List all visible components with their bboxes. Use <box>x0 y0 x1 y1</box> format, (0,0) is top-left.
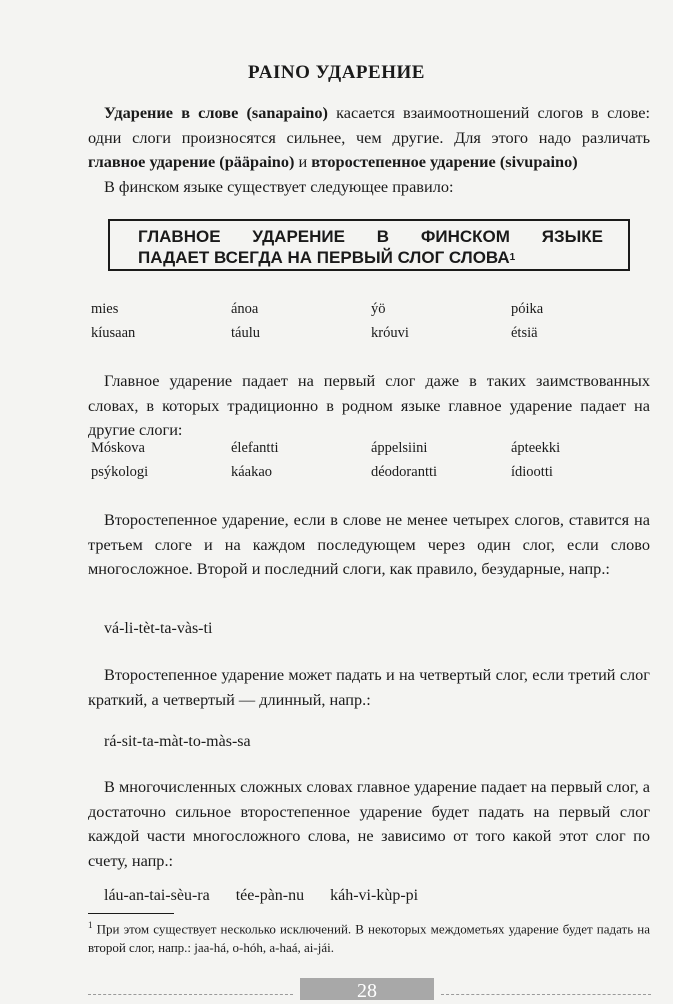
rule-word: ЯЗЫКЕ <box>541 227 603 246</box>
page-number: 28 <box>300 978 434 1000</box>
rule-word: ГЛАВНОЕ <box>138 227 221 246</box>
word-table-1 <box>91 301 651 349</box>
word-row <box>91 440 651 464</box>
compound-examples <box>104 887 440 905</box>
footnote-text: При этом существует несколько исключений. В некоторых междометьях ударение будет падать на второй слог, напр.: jaa-há, o-hóh, a-haá, ai-jái. <box>88 921 650 956</box>
term-word-stress: Ударение в слове (sanapaino) <box>104 103 328 122</box>
word-item: táulu <box>231 325 260 341</box>
compound-example: káh-vi-kùp-pi <box>330 887 419 904</box>
rule-line-2 <box>138 247 628 268</box>
intro-text: касается взаимоотношений слогов в слове: одни слоги произносятся сильнее, чем другие. Для этого надо различать <box>88 103 651 147</box>
paragraph-rule-intro: В финском языке существует следующее правило: <box>104 177 454 196</box>
word-item: króuvi <box>371 325 409 341</box>
paragraph-fourth-syllable: Второстепенное ударение может падать и на четвертый слог, если третий слог краткий, а четвертый — длинный, напр.: <box>88 665 650 709</box>
word-item: étsiä <box>511 325 538 341</box>
word-row <box>91 464 651 488</box>
rule-line-2-text: ПАДАЕТ ВСЕГДА НА ПЕРВЫЙ СЛОГ СЛОВА <box>138 248 510 267</box>
term-primary-stress: главное ударение (pääpaino) <box>88 152 295 171</box>
page-title: PAINO УДАРЕНИЕ <box>248 62 425 83</box>
word-item: áppelsiini <box>371 440 428 456</box>
word-item: élefantti <box>231 440 279 456</box>
word-item: ýö <box>371 301 386 317</box>
compound-example: láu-an-tai-sèu-ra <box>104 887 210 904</box>
word-item: Móskova <box>91 440 145 456</box>
intro-conj: и <box>294 152 312 171</box>
paragraph-secondary-stress: Второстепенное ударение, если в слове не менее четырех слогов, ставится на третьем слоге и на каждом последующем через один слог, если слово многосложное. Второй и последний слоги, как правило, безударные, напр.: <box>88 510 650 578</box>
word-table-2 <box>91 440 651 488</box>
rule-line-1 <box>138 226 603 247</box>
footnote-ref: 1 <box>509 252 516 263</box>
rule-box <box>108 219 630 271</box>
paragraph-compounds: В многочисленных сложных словах главное ударение падает на первый слог, а достаточно сильное второстепенное ударение будет падать на первый слог каждой части многосложного слова, не зависимо от того какой этот слог по счету, напр.: <box>88 777 650 870</box>
word-row <box>91 301 651 325</box>
word-item: déodorantti <box>371 464 438 480</box>
paragraph-intro <box>88 101 650 175</box>
rule-word: УДАРЕНИЕ <box>252 227 345 246</box>
word-item: ídiootti <box>511 464 553 480</box>
word-row <box>91 325 651 349</box>
word-item: póika <box>511 301 544 317</box>
compound-example: tée-pàn-nu <box>235 887 305 904</box>
footnote-separator <box>88 913 174 914</box>
footnote-mark: 1 <box>88 920 93 930</box>
word-item: kíusaan <box>91 325 136 341</box>
word-item: káakao <box>231 464 273 480</box>
word-item: ánoa <box>231 301 259 317</box>
word-item: mies <box>91 301 119 317</box>
paragraph-loanwords: Главное ударение падает на первый слог даже в таких заимствованных словах, в которых традиционно в родном языке главное ударение падает на другие слоги: <box>88 371 650 439</box>
footnote <box>88 916 650 957</box>
example-valitettavasti: vá-li-tèt-ta-vàs-ti <box>104 620 213 637</box>
rule-word: ФИНСКОМ <box>420 227 510 246</box>
footer-dashed-rule-left <box>88 994 293 995</box>
word-item: psýkologi <box>91 464 149 480</box>
word-item: ápteekki <box>511 440 561 456</box>
rule-word: В <box>376 227 390 246</box>
term-secondary-stress: второстепенное ударение (sivupaino) <box>311 152 578 171</box>
example-rasittamattomassa: rá-sit-ta-màt-to-màs-sa <box>104 733 251 750</box>
footer-dashed-rule-right <box>441 994 651 995</box>
